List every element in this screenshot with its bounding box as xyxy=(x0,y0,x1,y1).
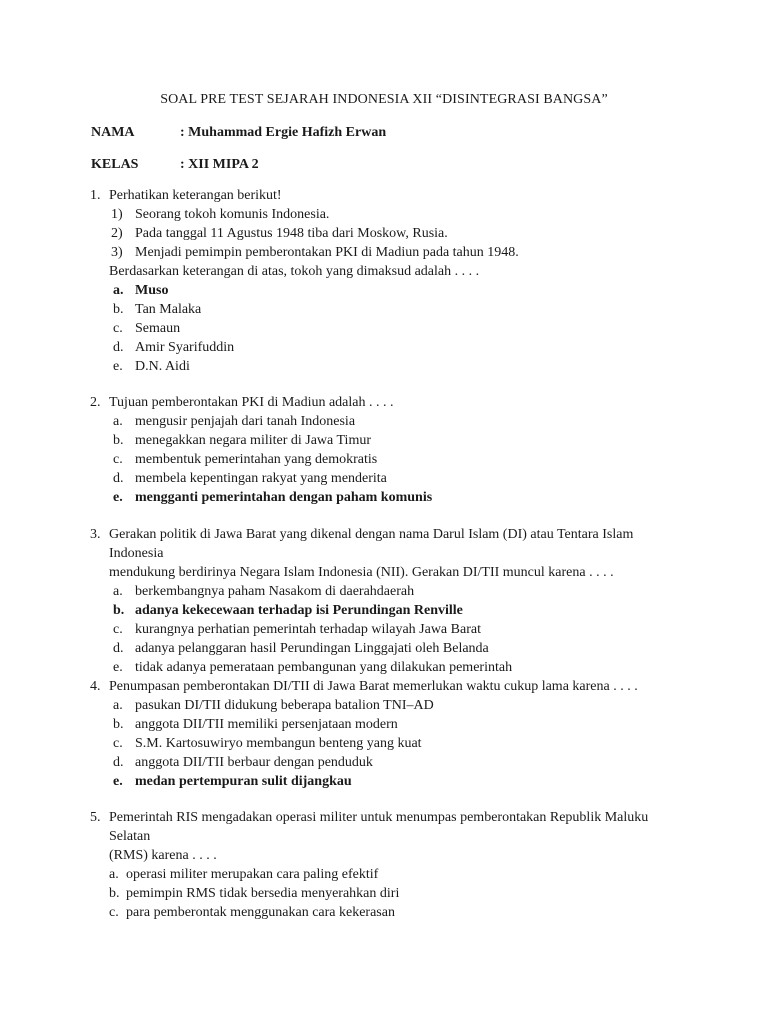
answer-option: e. D.N. Aidi xyxy=(113,359,190,374)
question-text-continued: mendukung berdirinya Negara Islam Indonesia (NII). Gerakan DI/TII muncul karena . . . . xyxy=(109,565,614,580)
question-2 xyxy=(90,393,690,507)
answer-option: c. S.M. Kartosuwiryo membangun benteng yang kuat xyxy=(113,736,422,751)
answer-option: c. para pemberontak menggunakan cara kekerasan xyxy=(109,905,395,920)
name-value: : Muhammad Ergie Hafizh Erwan xyxy=(180,125,387,140)
question-number: 1. xyxy=(90,188,101,203)
page-title: SOAL PRE TEST SEJARAH INDONESIA XII “DISINTEGRASI BANGSA” xyxy=(160,92,608,107)
answer-option: c. kurangnya perhatian pemerintah terhadap wilayah Jawa Barat xyxy=(113,622,481,637)
answer-option: a. berkembangnya paham Nasakom di daerahdaerah xyxy=(113,584,415,599)
answer-option: c. membentuk pemerintahan yang demokratis xyxy=(113,452,378,467)
question-5 xyxy=(90,808,690,922)
answer-option: d. anggota DII/TII berbaur dengan penduduk xyxy=(113,755,373,770)
question-4 xyxy=(90,677,690,791)
question-text: Gerakan politik di Jawa Barat yang dikenal dengan nama Darul Islam (DI) atau Tentara Islam Indonesia xyxy=(109,527,634,561)
question-1 xyxy=(90,186,690,376)
statement-item: 2) Pada tanggal 11 Agustus 1948 tiba dari Moskow, Rusia. xyxy=(111,226,448,241)
answer-option: b. anggota DII/TII memiliki persenjataan modern xyxy=(113,717,398,732)
answer-option: e. tidak adanya pemerataan pembangunan yang dilakukan pemerintah xyxy=(113,660,513,675)
answer-option: d. Amir Syarifuddin xyxy=(113,340,235,355)
answer-option-selected: e. medan pertempuran sulit dijangkau xyxy=(113,774,352,789)
answer-option: a. mengusir penjajah dari tanah Indonesia xyxy=(113,414,356,429)
answer-option: a. operasi militer merupakan cara paling efektif xyxy=(109,867,379,882)
statement-item: 1) Seorang tokoh komunis Indonesia. xyxy=(111,207,330,222)
statement-item: 3) Menjadi pemimpin pemberontakan PKI di Madiun pada tahun 1948. xyxy=(111,245,519,260)
class-value: : XII MIPA 2 xyxy=(180,157,259,172)
answer-option: d. membela kepentingan rakyat yang menderita xyxy=(113,471,387,486)
answer-option-selected: a. Muso xyxy=(113,283,169,298)
answer-option: b. menegakkan negara militer di Jawa Timur xyxy=(113,433,371,448)
class-label: KELAS xyxy=(91,157,139,172)
question-text: Tujuan pemberontakan PKI di Madiun adalah . . . . xyxy=(109,395,394,410)
name-field xyxy=(91,125,386,141)
name-label: NAMA xyxy=(91,125,135,140)
question-text: Perhatikan keterangan berikut! xyxy=(109,188,282,203)
question-text-continued: (RMS) karena . . . . xyxy=(109,848,217,863)
class-field xyxy=(91,157,259,173)
question-number: 4. xyxy=(90,679,101,694)
answer-option: d. adanya pelanggaran hasil Perundingan Linggajati oleh Belanda xyxy=(113,641,489,656)
question-3 xyxy=(90,525,690,677)
answer-option: c. Semaun xyxy=(113,321,181,336)
question-number: 2. xyxy=(90,395,101,410)
question-number: 5. xyxy=(90,810,101,825)
question-number: 3. xyxy=(90,527,101,542)
question-stem: Berdasarkan keterangan di atas, tokoh yang dimaksud adalah . . . . xyxy=(109,264,480,279)
question-text: Penumpasan pemberontakan DI/TII di Jawa Barat memerlukan waktu cukup lama karena . . . . xyxy=(109,679,638,694)
answer-option: b. pemimpin RMS tidak bersedia menyerahkan diri xyxy=(109,886,400,901)
answer-option: b. Tan Malaka xyxy=(113,302,202,317)
answer-option-selected: b. adanya kekecewaan terhadap isi Perundingan Renville xyxy=(113,603,463,618)
answer-option: a. pasukan DI/TII didukung beberapa batalion TNI–AD xyxy=(113,698,434,713)
question-text: Pemerintah RIS mengadakan operasi militer untuk menumpas pemberontakan Republik Maluku Selatan xyxy=(109,810,649,844)
answer-option-selected: e. mengganti pemerintahan dengan paham komunis xyxy=(113,490,433,505)
